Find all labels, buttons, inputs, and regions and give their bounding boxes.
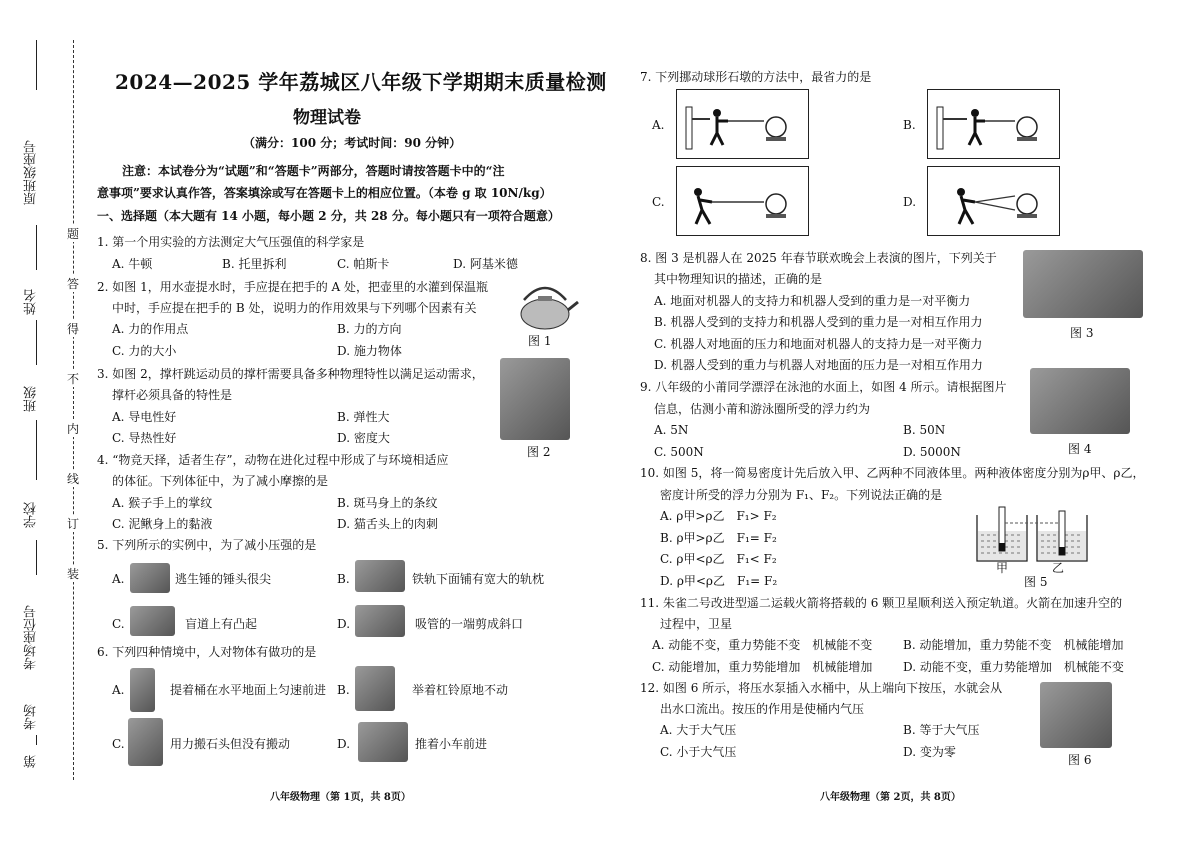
option: A. ρ甲>ρ乙 F₁> F₂ xyxy=(660,509,777,523)
option: C. 500N xyxy=(654,445,704,459)
robot-dance-photo xyxy=(1023,250,1143,318)
lifting-stone-icon xyxy=(128,718,163,766)
question-11: 11. 朱雀二号改进型遥二运载火箭将搭载的 6 颗卫星顺利送入预定轨道。火箭在加速升空的 xyxy=(640,596,1123,610)
question-4: 4. “物竞天择，适者生存”，动物在进化过程中形成了与环境相适应 xyxy=(97,453,449,467)
beaker-label-b: 乙 xyxy=(1052,561,1065,575)
option: B. 弹性大 xyxy=(337,410,390,424)
option-text: 铁轨下面铺有宽大的轨枕 xyxy=(412,572,545,586)
field-class: 班级 xyxy=(24,386,39,412)
question-8: 8. 图 3 是机器人在 2025 年春节联欢晚会上表演的图片，下列关于 xyxy=(640,251,997,265)
page-footer: 八年级物理（第 2页，共 8页） xyxy=(820,792,961,803)
seal-char: 不 xyxy=(64,370,82,387)
notice-line: 意事项”要求认真作答，答案填涂或写在答题卡上的相应位置。（本卷 g 取 10N/kg） xyxy=(97,186,552,200)
question-9: 9. 八年级的小莆同学漂浮在泳池的水面上，如图 4 所示。请根据图片 xyxy=(640,380,1007,394)
option-letter: C. xyxy=(112,617,125,631)
option: C. 帕斯卡 xyxy=(337,257,390,271)
seal-char: 订 xyxy=(64,515,82,532)
option: B. 托里拆利 xyxy=(222,257,287,271)
option: D. 施力物体 xyxy=(337,344,402,358)
option: D. 5000N xyxy=(903,445,961,459)
exam-subtitle: 物理试卷 xyxy=(293,108,361,128)
question-9-cont: 信息，估测小莆和游泳圈所受的浮力约为 xyxy=(654,402,871,416)
question-3: 3. 如图 2，撑杆跳运动员的撑杆需要具备多种物理特性以满足运动需求， xyxy=(97,367,484,381)
density-meter-figure xyxy=(975,505,1090,563)
option: B. 力的方向 xyxy=(337,322,402,336)
option: D. 动能不变，重力势能增加 机械能不变 xyxy=(903,660,1124,674)
seal-char: 线 xyxy=(64,470,82,487)
option: B. 50N xyxy=(903,423,946,437)
option: A. 5N xyxy=(654,423,689,437)
option-letter: C. xyxy=(652,195,665,209)
person-bucket-icon xyxy=(130,668,155,712)
option-letter: B. xyxy=(337,683,350,697)
field-school: 学校 xyxy=(24,502,39,528)
option: D. 密度大 xyxy=(337,431,390,445)
option: D. 猫舌头上的肉刺 xyxy=(337,517,438,531)
question-4-cont: 的体征。下列体征中，为了减小摩擦的是 xyxy=(112,474,329,488)
seal-char: 题 xyxy=(64,225,82,242)
option-text: 吸管的一端剪成斜口 xyxy=(415,617,524,631)
figure-6-caption: 图 6 xyxy=(1068,753,1092,767)
field-line xyxy=(36,735,37,745)
field-exam-room: 考场 xyxy=(24,704,39,730)
seal-char: 内 xyxy=(64,420,82,437)
option-text: 用力搬石头但没有搬动 xyxy=(170,737,291,751)
figure-5-caption: 图 5 xyxy=(1024,575,1048,589)
question-5: 5. 下列所示的实例中，为了减小压强的是 xyxy=(97,538,317,552)
option: A. 力的作用点 xyxy=(112,322,189,336)
option-letter: C. xyxy=(112,737,125,751)
field-exam-seat: 考场座位号 xyxy=(24,605,39,670)
option: D. 机器人受到的重力与机器人对地面的压力是一对相互作用力 xyxy=(654,358,983,372)
q7-figure-b xyxy=(927,89,1060,159)
question-12-cont: 出水口流出。按压的作用是使桶内气压 xyxy=(660,702,865,716)
water-pump-photo xyxy=(1040,682,1112,748)
page-footer: 八年级物理（第 1页，共 8页） xyxy=(270,792,411,803)
option: A. 导电性好 xyxy=(112,410,177,424)
option-letter: A. xyxy=(652,118,665,132)
option: B. 机器人受到的支持力和机器人受到的重力是一对相互作用力 xyxy=(654,315,983,329)
option: A. 地面对机器人的支持力和机器人受到的重力是一对平衡力 xyxy=(654,294,971,308)
option-letter: A. xyxy=(112,572,125,586)
straws-icon xyxy=(355,605,405,637)
option: D. 阿基米德 xyxy=(453,257,518,271)
field-line xyxy=(36,540,37,575)
option: B. 动能增加，重力势能不变 机械能增加 xyxy=(903,638,1124,652)
seal-char: 装 xyxy=(64,565,82,582)
kettle-figure xyxy=(510,272,580,332)
option-letter: D. xyxy=(337,617,351,631)
push-cart-icon xyxy=(358,722,408,762)
hammer-icon xyxy=(130,563,170,593)
field-number: 第 xyxy=(24,755,39,768)
option-letter: B. xyxy=(903,118,916,132)
figure-1-caption: 图 1 xyxy=(528,334,552,348)
option-text: 推着小车前进 xyxy=(415,737,488,751)
field-line xyxy=(36,225,37,270)
option-text: 盲道上有凸起 xyxy=(185,617,258,631)
option: D. 变为零 xyxy=(903,745,956,759)
question-10-cont: 密度计所受的浮力分别为 F₁、F₂。下列说法正确的是 xyxy=(660,488,943,502)
option: C. 小于大气压 xyxy=(660,745,737,759)
option-letter: D. xyxy=(903,195,917,209)
option-text: 逃生锤的锤头很尖 xyxy=(175,572,272,586)
section-heading: 一、选择题（本大题有 14 小题，每小题 2 分，共 28 分。每小题只有一项符合题意） xyxy=(97,209,560,223)
option: A. 牛顿 xyxy=(112,257,153,271)
question-3-cont: 撑杆必须具备的特性是 xyxy=(112,388,233,402)
seal-char: 答 xyxy=(64,275,82,292)
q7-figure-d xyxy=(927,166,1060,236)
pole-vault-photo xyxy=(500,358,570,440)
notice-line: 注意：本试卷分为“试题”和“答题卡”两部分，答题时请按答题卡中的“注 xyxy=(122,164,505,178)
swimming-photo xyxy=(1030,368,1130,434)
question-11-cont: 过程中，卫星 xyxy=(660,617,733,631)
option: A. 动能不变，重力势能不变 机械能不变 xyxy=(652,638,873,652)
option-text: 提着桶在水平地面上匀速前进 xyxy=(170,683,327,697)
field-original-seat: 原班级座号 xyxy=(24,140,39,205)
q7-figure-a xyxy=(676,89,809,159)
field-line xyxy=(36,420,37,480)
figure-2-caption: 图 2 xyxy=(527,445,551,459)
option: D. ρ甲<ρ乙 F₁= F₂ xyxy=(660,574,778,588)
question-6: 6. 下列四种情境中，人对物体有做功的是 xyxy=(97,645,317,659)
question-7: 7. 下列挪动球形石墩的方法中，最省力的是 xyxy=(640,70,872,84)
option-letter: B. xyxy=(337,572,350,586)
question-1: 1. 第一个用实验的方法测定大气压强值的科学家是 xyxy=(97,235,365,249)
barbell-icon xyxy=(355,666,395,711)
question-12: 12. 如图 6 所示，将压水泵插入水桶中，从上端向下按压，水就会从 xyxy=(640,681,1003,695)
exam-title: 2024—2025 学年荔城区八年级下学期期末质量检测 xyxy=(115,70,607,94)
figure-3-caption: 图 3 xyxy=(1070,326,1094,340)
question-10: 10. 如图 5，将一简易密度计先后放入甲、乙两种不同液体里。两种液体密度分别为ρ甲、ρ乙， xyxy=(640,466,1145,480)
option-letter: D. xyxy=(337,737,351,751)
railway-icon xyxy=(355,560,405,592)
option: B. 斑马身上的条纹 xyxy=(337,496,438,510)
option: C. 泥鳅身上的黏液 xyxy=(112,517,213,531)
tactile-path-icon xyxy=(130,606,175,636)
option: C. 力的大小 xyxy=(112,344,177,358)
field-line xyxy=(36,40,37,90)
question-2: 2. 如图 1，用水壶提水时，手应提在把手的 A 处，把壶里的水灌到保温瓶 xyxy=(97,280,489,294)
q7-figure-c xyxy=(676,166,809,236)
question-8-cont: 其中物理知识的描述，正确的是 xyxy=(654,272,823,286)
option-text: 举着杠铃原地不动 xyxy=(412,683,509,697)
option: B. 等于大气压 xyxy=(903,723,980,737)
question-2-cont: 中时，手应提在把手的 B 处，说明力的作用效果与下列哪个因素有关 xyxy=(112,301,477,315)
beaker-label-a: 甲 xyxy=(996,561,1009,575)
option: C. 机器人对地面的压力和地面对机器人的支持力是一对平衡力 xyxy=(654,337,983,351)
option: C. 动能增加，重力势能增加 机械能增加 xyxy=(652,660,873,674)
field-line xyxy=(36,320,37,365)
field-name: 姓名 xyxy=(24,289,39,315)
option: B. ρ甲>ρ乙 F₁= F₂ xyxy=(660,531,777,545)
option: A. 大于大气压 xyxy=(660,723,737,737)
score-time: （满分：100 分；考试时间：90 分钟） xyxy=(243,136,462,150)
option: A. 猴子手上的掌纹 xyxy=(112,496,213,510)
option-letter: A. xyxy=(112,683,125,697)
option: C. ρ甲<ρ乙 F₁< F₂ xyxy=(660,552,777,566)
option: C. 导热性好 xyxy=(112,431,177,445)
seal-line xyxy=(73,40,74,780)
figure-4-caption: 图 4 xyxy=(1068,442,1092,456)
seal-char: 得 xyxy=(64,320,82,337)
